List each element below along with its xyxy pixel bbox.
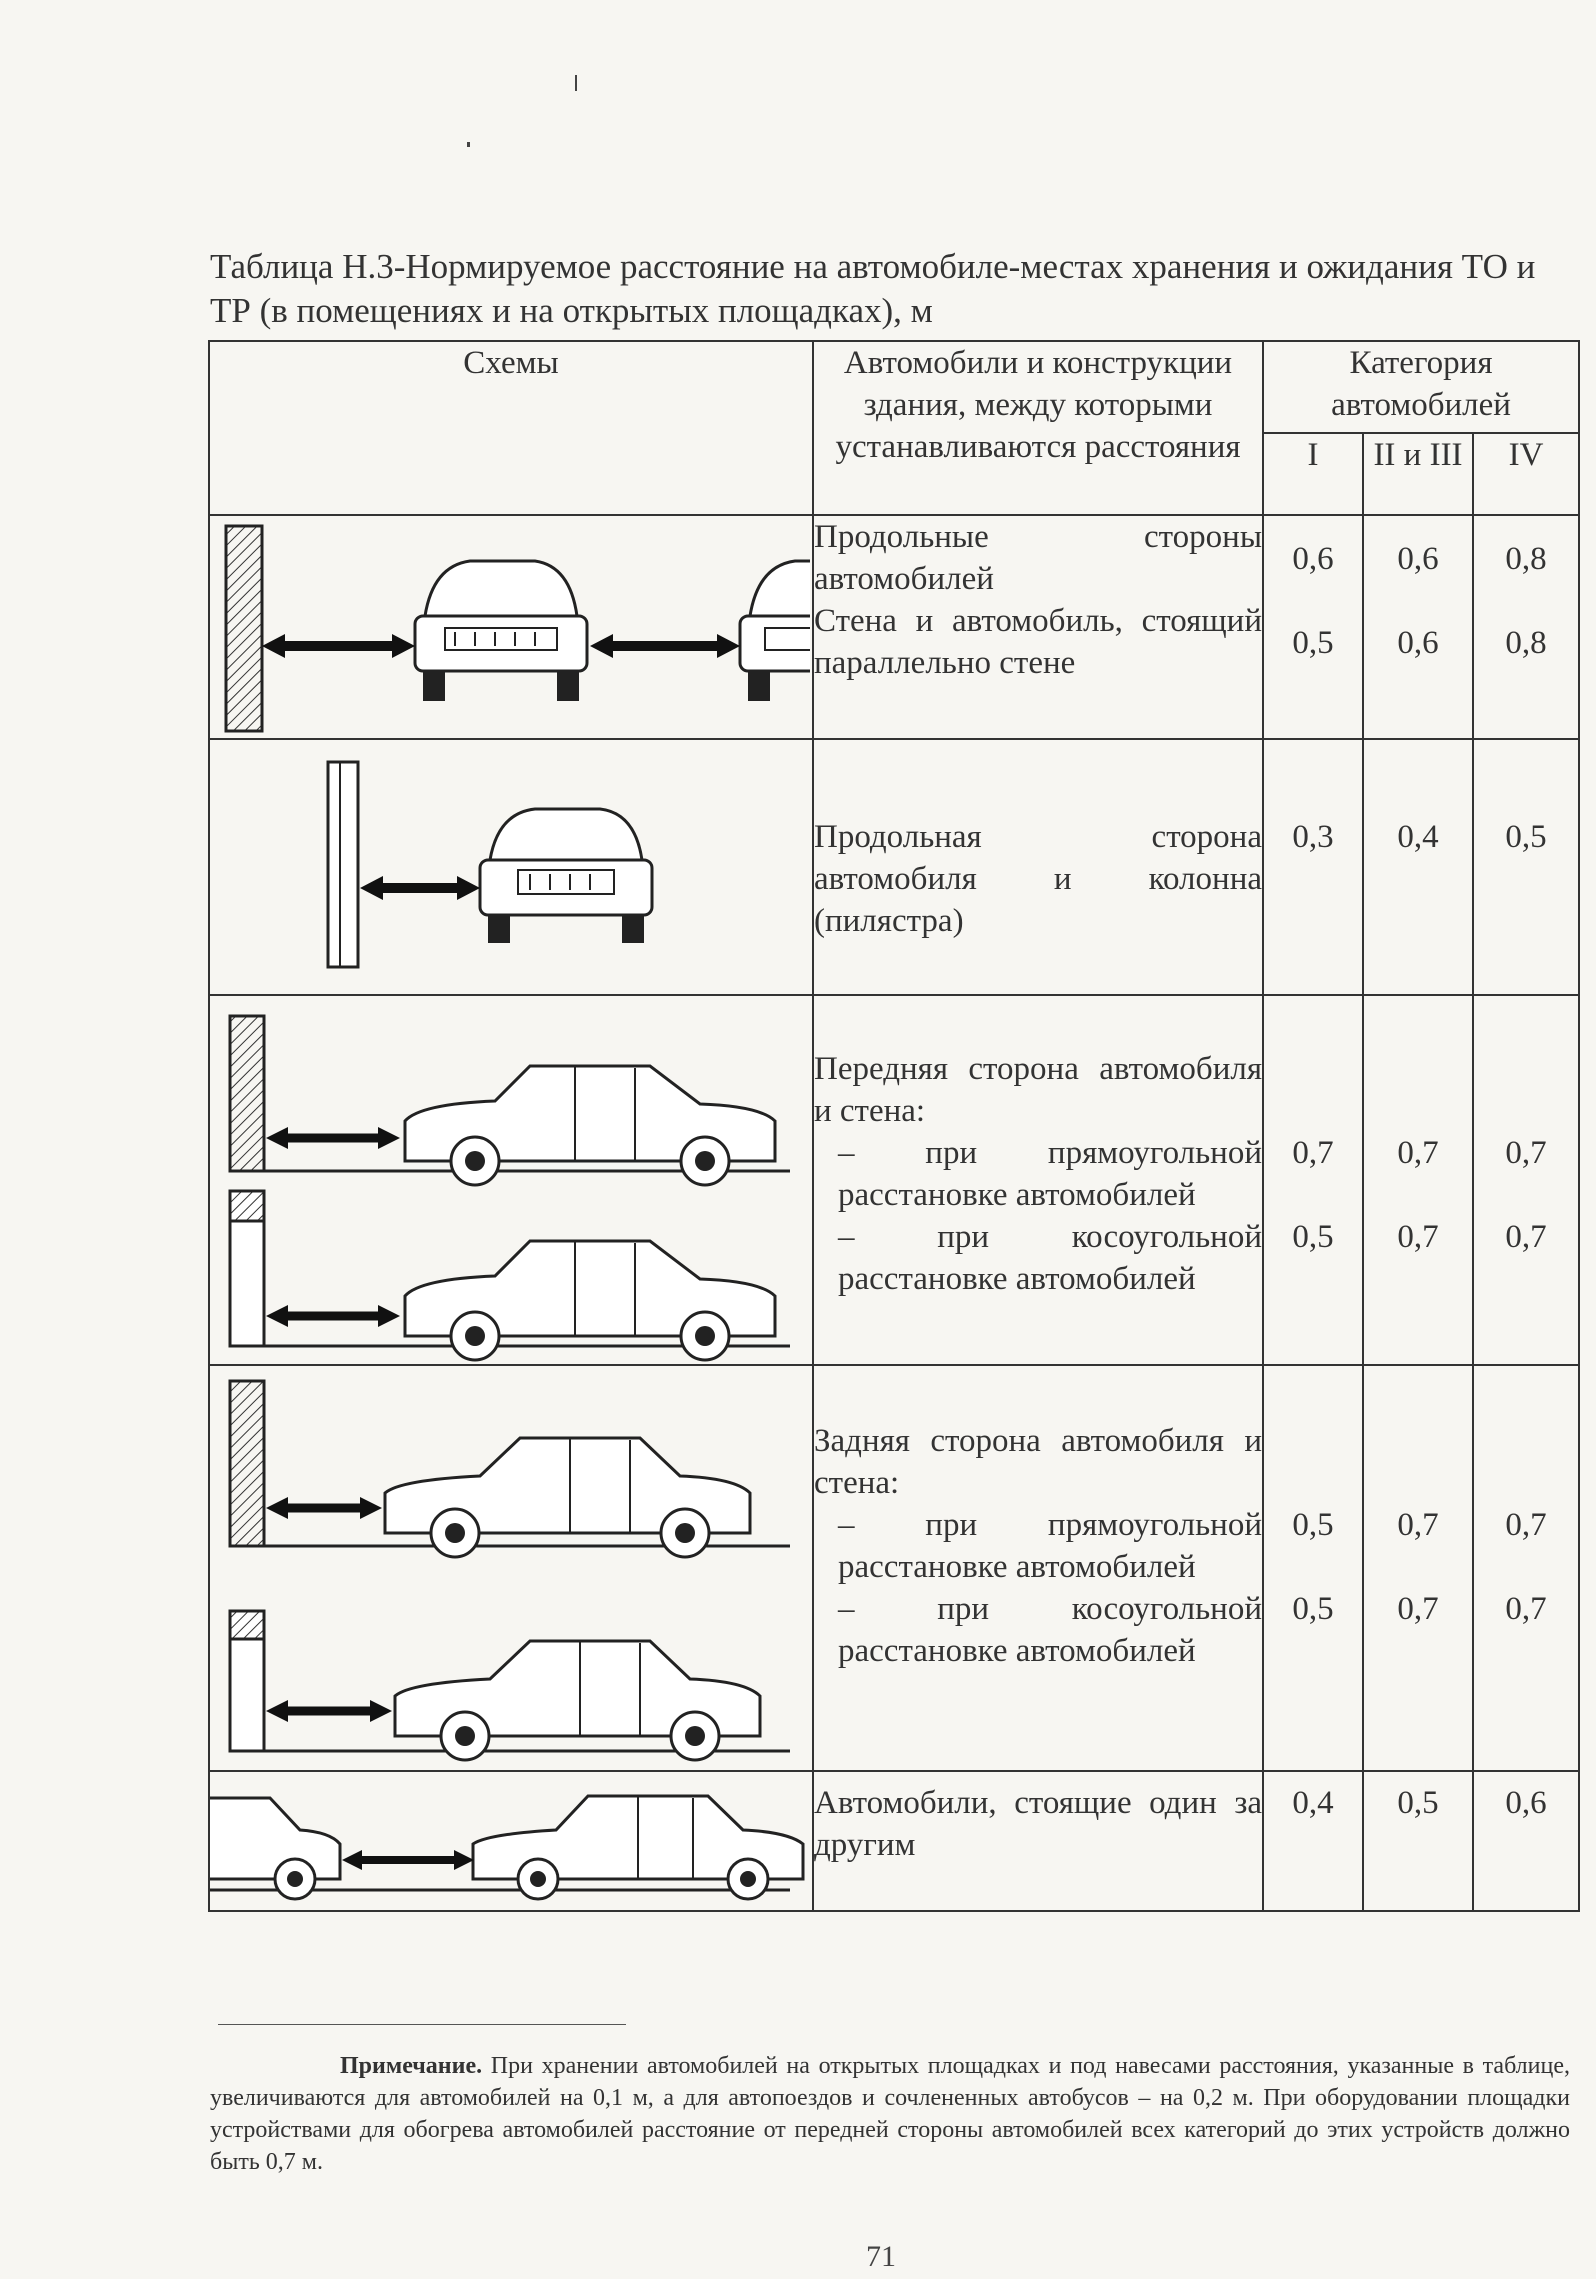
- wall-icon: [226, 526, 262, 731]
- row-1-cat-1: [1263, 515, 1363, 739]
- header-schemes: Схемы: [209, 341, 813, 515]
- value-cell: 0,6: [1292, 541, 1334, 577]
- row-2-cat-1: [1263, 739, 1363, 995]
- distance-arrow-icon: [590, 634, 740, 658]
- wall-icon: [230, 1381, 264, 1546]
- value-cell: 0,6: [1505, 1785, 1547, 1821]
- value-cell: 0,7: [1292, 1135, 1334, 1171]
- distance-arrow-icon: [266, 1497, 382, 1519]
- car-side-icon: [405, 1066, 775, 1185]
- page-number: 71: [866, 2240, 896, 2273]
- value-cell: 0,5: [1292, 1219, 1334, 1255]
- header-cat-1: I: [1263, 433, 1363, 515]
- row-1-item-1: Продольные стороны автомобилей: [814, 519, 1262, 597]
- car-front-icon: [740, 561, 810, 701]
- row-5-cat-4: [1473, 1771, 1579, 1911]
- row-1-cat-2-3: [1363, 515, 1473, 739]
- car-side-icon: [395, 1641, 760, 1760]
- note: [210, 2050, 1570, 2178]
- distance-arrow-icon: [266, 1127, 400, 1149]
- row-2-item-1: Продольная сторона автомобиля и колонна (пилястра): [814, 819, 1262, 939]
- distance-arrow-icon: [360, 876, 480, 900]
- row-1-item-2: Стена и автомобиль, стоящий параллельно стене: [814, 603, 1262, 681]
- row-2-cat-2-3: [1363, 739, 1473, 995]
- scheme-front-wall: [209, 995, 813, 1365]
- row-3-cat-4: [1473, 995, 1579, 1365]
- header-category: Категория автомобилей: [1263, 341, 1579, 433]
- row-3-cat-2-3: [1363, 995, 1473, 1365]
- value-cell: 0,4: [1397, 819, 1439, 855]
- distance-table: [208, 340, 1580, 1912]
- car-side-icon: [385, 1438, 750, 1557]
- car-front-icon: [415, 561, 587, 701]
- row-4-item-2: – при косоугольной расстановке автомобилей: [838, 1591, 1262, 1669]
- row-1-desc: [813, 515, 1263, 739]
- value-cell: 0,7: [1505, 1135, 1547, 1171]
- distance-arrow-icon: [266, 1305, 400, 1327]
- row-2-desc: [813, 739, 1263, 995]
- header-cat-2-3: II и III: [1363, 433, 1473, 515]
- value-cell: 0,5: [1505, 819, 1547, 855]
- value-cell: 0,8: [1505, 625, 1547, 661]
- value-cell: 0,7: [1505, 1507, 1547, 1543]
- value-cell: 0,7: [1505, 1591, 1547, 1627]
- row-4-cat-2-3: [1363, 1365, 1473, 1771]
- distance-arrow-icon: [266, 1700, 392, 1722]
- value-cell: 0,4: [1292, 1785, 1334, 1821]
- value-cell: 0,5: [1397, 1785, 1439, 1821]
- row-1-cat-4: [1473, 515, 1579, 739]
- scheme-column: [209, 739, 813, 995]
- value-cell: 0,7: [1397, 1591, 1439, 1627]
- value-cell: 0,7: [1397, 1219, 1439, 1255]
- car-front-icon: [480, 809, 652, 943]
- header-description: Автомобили и конструкции здания, между которыми устанавливаются расстояния: [813, 341, 1263, 515]
- value-cell: 0,7: [1397, 1507, 1439, 1543]
- value-cell: 0,6: [1397, 541, 1439, 577]
- value-cell: 0,3: [1292, 819, 1334, 855]
- row-3-item-1: – при прямоугольной расстановке автомобилей: [838, 1135, 1262, 1213]
- value-cell: 0,5: [1292, 1591, 1334, 1627]
- distance-arrow-icon: [262, 634, 415, 658]
- row-3-heading: Передняя сторона автомобиля и стена:: [814, 1051, 1262, 1129]
- scheme-rear-wall: [209, 1365, 813, 1771]
- car-side-icon: [405, 1241, 775, 1360]
- row-5-desc: [813, 1771, 1263, 1911]
- scheme-one-behind-another: [209, 1771, 813, 1911]
- row-3-cat-1: [1263, 995, 1363, 1365]
- row-4-item-1: – при прямоугольной расстановке автомобилей: [838, 1507, 1262, 1585]
- value-cell: 0,6: [1397, 625, 1439, 661]
- car-side-icon: [210, 1798, 340, 1899]
- value-cell: 0,7: [1505, 1219, 1547, 1255]
- row-4-heading: Задняя сторона автомобиля и стена:: [814, 1423, 1262, 1501]
- row-4-desc: [813, 1365, 1263, 1771]
- note-label: Примечание.: [340, 2053, 483, 2079]
- row-4-cat-1: [1263, 1365, 1363, 1771]
- row-5-cat-2-3: [1363, 1771, 1473, 1911]
- value-cell: 0,8: [1505, 541, 1547, 577]
- row-5-cat-1: [1263, 1771, 1363, 1911]
- row-2-cat-4: [1473, 739, 1579, 995]
- table-caption: Таблица Н.3-Нормируемое расстояние на автомобиле-местах хранения и ожидания ТО и ТР (в помещениях и на открытых площадках), м: [210, 247, 1536, 330]
- row-3-item-2: – при косоугольной расстановке автомобилей: [838, 1219, 1262, 1297]
- row-4-cat-4: [1473, 1365, 1579, 1771]
- row-3-desc: [813, 995, 1263, 1365]
- wall-icon: [230, 1016, 264, 1171]
- value-cell: 0,7: [1397, 1135, 1439, 1171]
- value-cell: 0,5: [1292, 1507, 1334, 1543]
- distance-arrow-icon: [342, 1850, 474, 1870]
- column-icon: [328, 762, 358, 967]
- value-cell: 0,5: [1292, 625, 1334, 661]
- scheme-side-by-side: [209, 515, 813, 739]
- note-text: При хранении автомобилей на открытых площадках и под навесами расстояния, указанные в таблице, увеличиваются для автомобилей на 0,1 м, а для автопоездов и сочлененных автобусов – на 0,2 м. При оборудовании площадки устройствами для обогрева автомобилей расстояние от передней стороны автомобилей всех категорий до этих устройств должно быть 0,7 м.: [210, 2053, 1571, 2175]
- row-5-item-1: Автомобили, стоящие один за другим: [814, 1785, 1262, 1863]
- footnote-divider: [218, 2024, 626, 2025]
- header-cat-4: IV: [1473, 433, 1579, 515]
- car-side-icon: [473, 1796, 803, 1899]
